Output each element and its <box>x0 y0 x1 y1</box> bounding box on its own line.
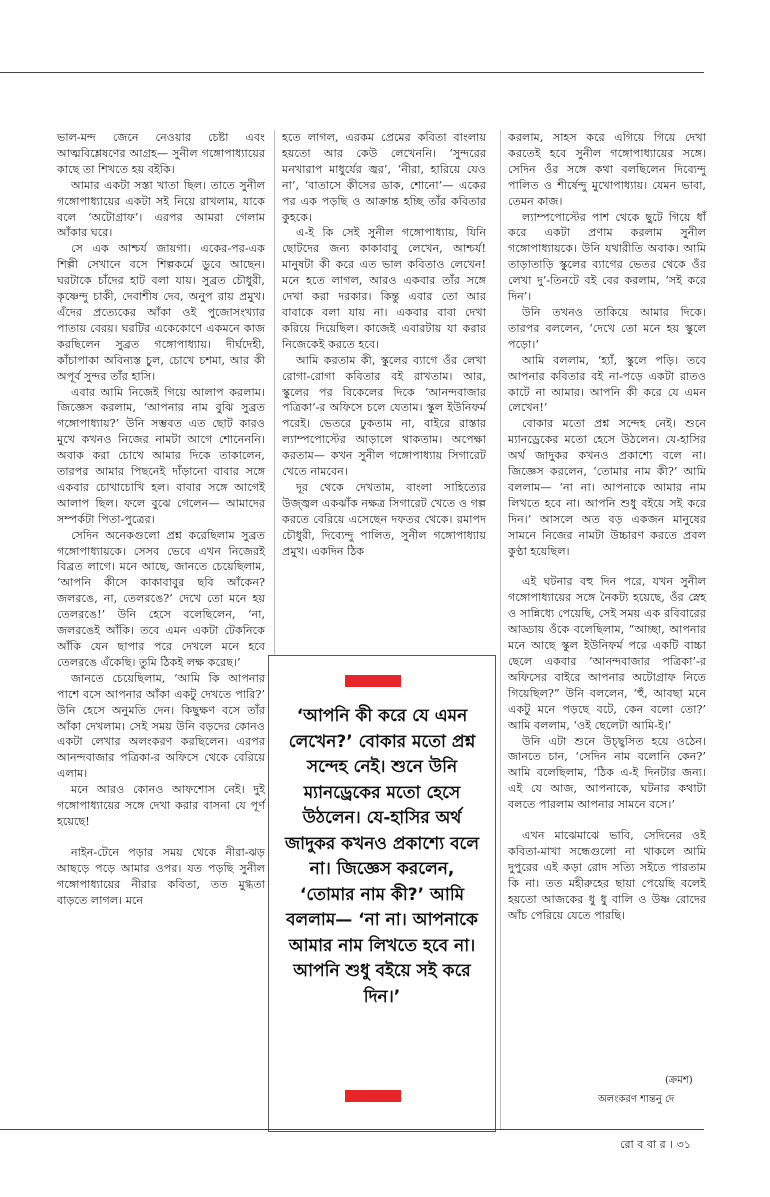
pull-quote-top-bar <box>345 675 401 687</box>
article-column-1 <box>57 130 265 909</box>
paragraph: বোকার মতো প্রশ্ন সন্দেহ নেই। শুনে ম্যানড্রেকের মতো হেসে উঠলেন। যে-হাসির অর্থ জাদুকর কখনও প্রকাশ্যে বলে না। জিজ্ঞেস করলেন, ‘তোমার নাম কী?’ আমি বললাম— ‘না না। আপনাকে আমার নাম লিখতে হবে না। আপনি শুধু বইয়ে সই করে দিন।’ আসলে অত বড় একজন মানুষের সামনে নিজের নামটা উচ্চারণ করতে প্রবল কুণ্ঠা হয়েছিল। <box>508 417 706 558</box>
paragraph: এখন মাঝেমাঝে ভাবি, সেদিনের ওই কবিতা-মাখা সন্ধেগুলো না থাকলে আমি দুপুরের এই কড়া রোদ সত্যি সইতে পারতাম কি না। তত মহীরুহের ছায়া পেয়েছি বলেই হয়তো আজকের ধু ধু বালি ও উষ্ণ রোদের আঁচ পেরিয়ে যেতে পারছি। <box>508 829 706 922</box>
paragraph: দূর থেকে দেখতাম, বাংলা সাহিত্যের উজ্জ্বল একঝাঁক নক্ষত্র সিগারেট খেতে ও গল্প করতে বেরিয়ে এসেছেন দফতর থেকে। রমাপদ চৌধুরী, দিব্যেন্দু পালিত, সুনীল গঙ্গোপাধ্যায় প্রমুখ। একদিন ঠিক <box>282 480 486 558</box>
paragraph: সে এক আশ্চর্য জায়গা। একের-পর-এক শিল্পী সেখানে বসে শিল্পকর্মে ডুবে আছেন। ঘরটাকে চাঁদের হাট বলা যায়। সুব্রত চৌধুরী, কৃষ্ণেন্দু চাকী, দেবাশীষ দেব, অনুপ রায় প্রমুখ। এঁদের প্রত্যেকের আঁকা ওই পুজোসংখ্যার পাতায় বেরয়। ঘরটির একেকোণে একমনে কাজ করছিলেন সুব্রত গঙ্গোপাধ্যায়। দীর্ঘদেহী, কাঁচাপাকা অবিন্যস্ত চুল, চোখে চশমা, আর কী অপূর্ব সুন্দর তাঁর হাসি। <box>57 242 265 383</box>
illustration-credit: অলংকরণ শান্তনু দে <box>598 1094 675 1105</box>
bottom-rule <box>0 1129 704 1130</box>
page-footer: রো ব বা র । ৩১ <box>620 1138 691 1151</box>
paragraph: করলাম, সাহস করে এগিয়ে গিয়ে দেখা করতেই হবে সুনীল গঙ্গোপাধ্যায়ের সঙ্গে। সেদিন ওঁর সঙ্গে কথা বলছিলেন দিব্যেন্দু পালিত ও শীর্ষেন্দু মুখোপাধ্যায়। যেমন ভাবা, তেমন কাজ। <box>508 131 706 208</box>
pull-quote-bottom-bar <box>345 1090 401 1102</box>
paragraph: সেদিন অনেকগুলো প্রশ্ন করেছিলাম সুব্রত গঙ্গোপাধ্যায়কে। সেসব ভেবে এখন নিজেরই বিব্রত লাগে। মনে আছে, জানতে চেয়েছিলাম, ‘আপনি কীসে কাকাবাবুর ছবি আঁকেন? জলরঙে, না, তেলরঙে?’ দেখে তো মনে হয় তেলরঙে!’ উনি হেসে বলেছিলেন, ‘না, জলরঙেই আঁকি। তবে এমন একটা টেকনিকে আঁকি যেন ছাপার পরে দেখলে মনে হবে তেলরঙে এঁকেছি। তুমি ঠিকই লক্ষ করেছ।’ <box>57 528 265 669</box>
paragraph: এই ঘটনার বহু দিন পরে, যখন সুনীল গঙ্গোপাধ্যায়ের সঙ্গে নৈকট্য হয়েছে, ওঁর স্নেহ ও সান্নিধ্যে পেয়েছি, সেই সময় এক রবিবারের আড্ডায় ওঁকে বলেছিলাম, “আচ্ছা, আপনার মনে আছে স্কুল ইউনিফর্ম পরে একটি বাচ্চা ছেলে একবার ‘আনন্দবাজার পত্রিকা’-র অফিসের বাইরে আপনার অটোগ্রাফ নিতে গিয়েছিল?” উনি বললেন, ‘হুঁ, আবছা মনে একটু মনে পড়ছে বটে, কেন বলো তো?’ আমি বললাম, ‘ওই ছেলেটা আমি-ই।’ <box>508 575 706 732</box>
paragraph: আমি করতাম কী, স্কুলের ব্যাগে ওঁর লেখা রোগা-রোগা কবিতার বই রাখতাম। আর, স্কুলের পর বিকেলের দিকে ‘আনন্দবাজার পত্রিকা’-র অফিসে চলে যেতাম। স্কুল ইউনিফর্ম পরেই। ভেতরে ঢুকতাম না, বাইরে রাস্তার ল্যাম্পপোস্টের আড়ালে থাকতাম। অপেক্ষা করতাম— কখন সুনীল গঙ্গোপাধ্যায় সিগারেট খেতে নামবেন। <box>282 353 486 479</box>
paragraph: মনে আরও কোনও আফশোস নেই। দুই গঙ্গোপাধ্যায়ের সঙ্গে দেখা করার বাসনা যে পূর্ণ হয়েছে! <box>57 783 265 828</box>
paragraph: আমার একটা সস্তা খাতা ছিল। তাতে সুনীল গঙ্গোপাধ্যায়ের একটা সই নিয়ে রাখলাম, যাকে বলে ‘অটোগ্রাফ’। এরপর আমরা গেলাম আঁকার ঘরে। <box>57 178 265 240</box>
paragraph: হতে লাগল, এরকম প্রেমের কবিতা বাংলায় হয়তো আর কেউ লেখেননি। ‘সুন্দরের মনখারাপ মাধুর্যের জ্বর’, ‘নীরা, হারিয়ে যেও না’, ‘বাতাসে কীসের ডাক, শোনো’— একের পর এক পড়ছি ও আক্রান্ত হচ্ছি তাঁর কবিতার কুহকে। <box>282 131 486 224</box>
article-column-2 <box>282 130 486 559</box>
paragraph: এ-ই কি সেই সুনীল গঙ্গোপাধ্যায়, যিনি ছোটদের জন্য কাকাবাবু লেখেন, আশ্চর্য! মানুষটা কী করে এত ভাল কবিতাও লেখেন! মনে হতে লাগল, আরও একবার তাঁর সঙ্গে দেখা করা দরকার। কিন্তু এবার তো আর বাবাকে বলা যায় না। একবার বাবা দেখা করিয়ে দিয়েছিল। কাজেই এবারটায় যা করার নিজেকেই করতে হবে। <box>282 226 486 351</box>
paragraph: উনি এটা শুনে উচ্ছ্বসিত হয়ে ওঠেন। জানতে চান, ‘সেদিন নাম বলোনি কেন?’ আমি বলেছিলাম, ‘ঠিক এ-ই দিনটার জন্য। এই যে আজ, আপনাকে, ঘটনার কথাটা বলতে পারলাম আপনার সামনে বসে।’ <box>508 734 706 812</box>
pull-quote: ‘আপনি কী করে যে এমন লেখেন?’ বোকার মতো প্রশ্ন সন্দেহ নেই। শুনে উনি ম্যানড্রেকের মতো হেসে উঠলেন। যে-হাসির অর্থ জাদুকর কখনও প্রকাশ্যে বলে না। জিজ্ঞেস করলেন, ‘তোমার নাম কী?’ আমি বললাম— ‘না না। আপনাকে আমার নাম লিখতে হবে না। আপনি শুধু বইয়ে সই করে দিন।’ <box>284 706 480 1007</box>
paragraph: এবার আমি নিজেই গিয়ে আলাপ করলাম। জিজ্ঞেস করলাম, ‘আপনার নাম বুঝি সুব্রত গঙ্গোপাধ্যায়?’ উনি সম্ভবত এত ছোট কারও মুখে কখনও নিজের নামটা আগে শোনেননি। অবাক করা চোখে আমার দিকে তাকালেন, তারপর আমার পিছনেই দাঁড়ানো বাবার সঙ্গে একবার চোখাচোখি হল। বাবার সঙ্গে আগেই আলাপ ছিল। ফলে বুঝে গেলেন— আমাদের সম্পর্কটা পিতা-পুত্রের। <box>57 385 265 526</box>
paragraph: জানতে চেয়েছিলাম, ‘আমি কি আপনার পাশে বসে আপনার আঁকা একটু দেখতে পারি?’ উনি হেসে অনুমতি দেন। কিছুক্ষণ বসে তাঁর আঁকা দেখলাম। সেই সময় উনি বড়দের কোনও একটা লেখার অলংকরণ করছিলেন। এরপর আনন্দবাজার পত্রিকা-র অফিসে থেকে বেরিয়ে এলাম। <box>57 671 265 781</box>
paragraph: ভাল-মন্দ জেনে নেওয়ার চেষ্টা এবং আত্মবিশ্লেষণের আগ্রহ— সুনীল গঙ্গোপাধ্যায়ের কাছে তা শিখতে হয় বইকি। <box>57 131 265 176</box>
column-divider <box>500 130 501 1130</box>
top-rule <box>0 72 704 73</box>
article-column-3 <box>508 130 706 924</box>
paragraph: নাইন-টেনে পড়ার সময় থেকে নীরা-ঝড় আছড়ে পড়ে আমার ওপর। যত পড়ছি সুনীল গঙ্গোপাধ্যায়ের নীরার কবিতা, তত মুগ্ধতা বাড়তে লাগল। মনে <box>57 845 265 907</box>
paragraph: উনি তখনও তাকিয়ে আমার দিকে। তারপর বললেন, ‘দেখে তো মনে হয় স্কুলে পড়ো।’ <box>508 305 706 351</box>
series-continued-note: (ক্রমশ) <box>665 1075 693 1086</box>
paragraph: ল্যাম্পপোস্টের পাশ থেকে ছুটে গিয়ে ধাঁ করে একটা প্রণাম করলাম সুনীল গঙ্গোপাধ্যায়কে। উনি যথারীতি অবাক। আমি তাড়াতাড়ি স্কুলের ব্যাগের ভেতর থেকে ওঁর লেখা দু’-তিনটে বই বের করলাম, ‘সই করে দিন’। <box>508 210 706 304</box>
paragraph: আমি বললাম, ‘হ্যাঁ, স্কুলে পড়ি। তবে আপনার কবিতার বই না-পড়ে একটা রাতও কাটে না আমার। আপনি কী করে যে এমন লেখেন!’ <box>508 353 706 415</box>
